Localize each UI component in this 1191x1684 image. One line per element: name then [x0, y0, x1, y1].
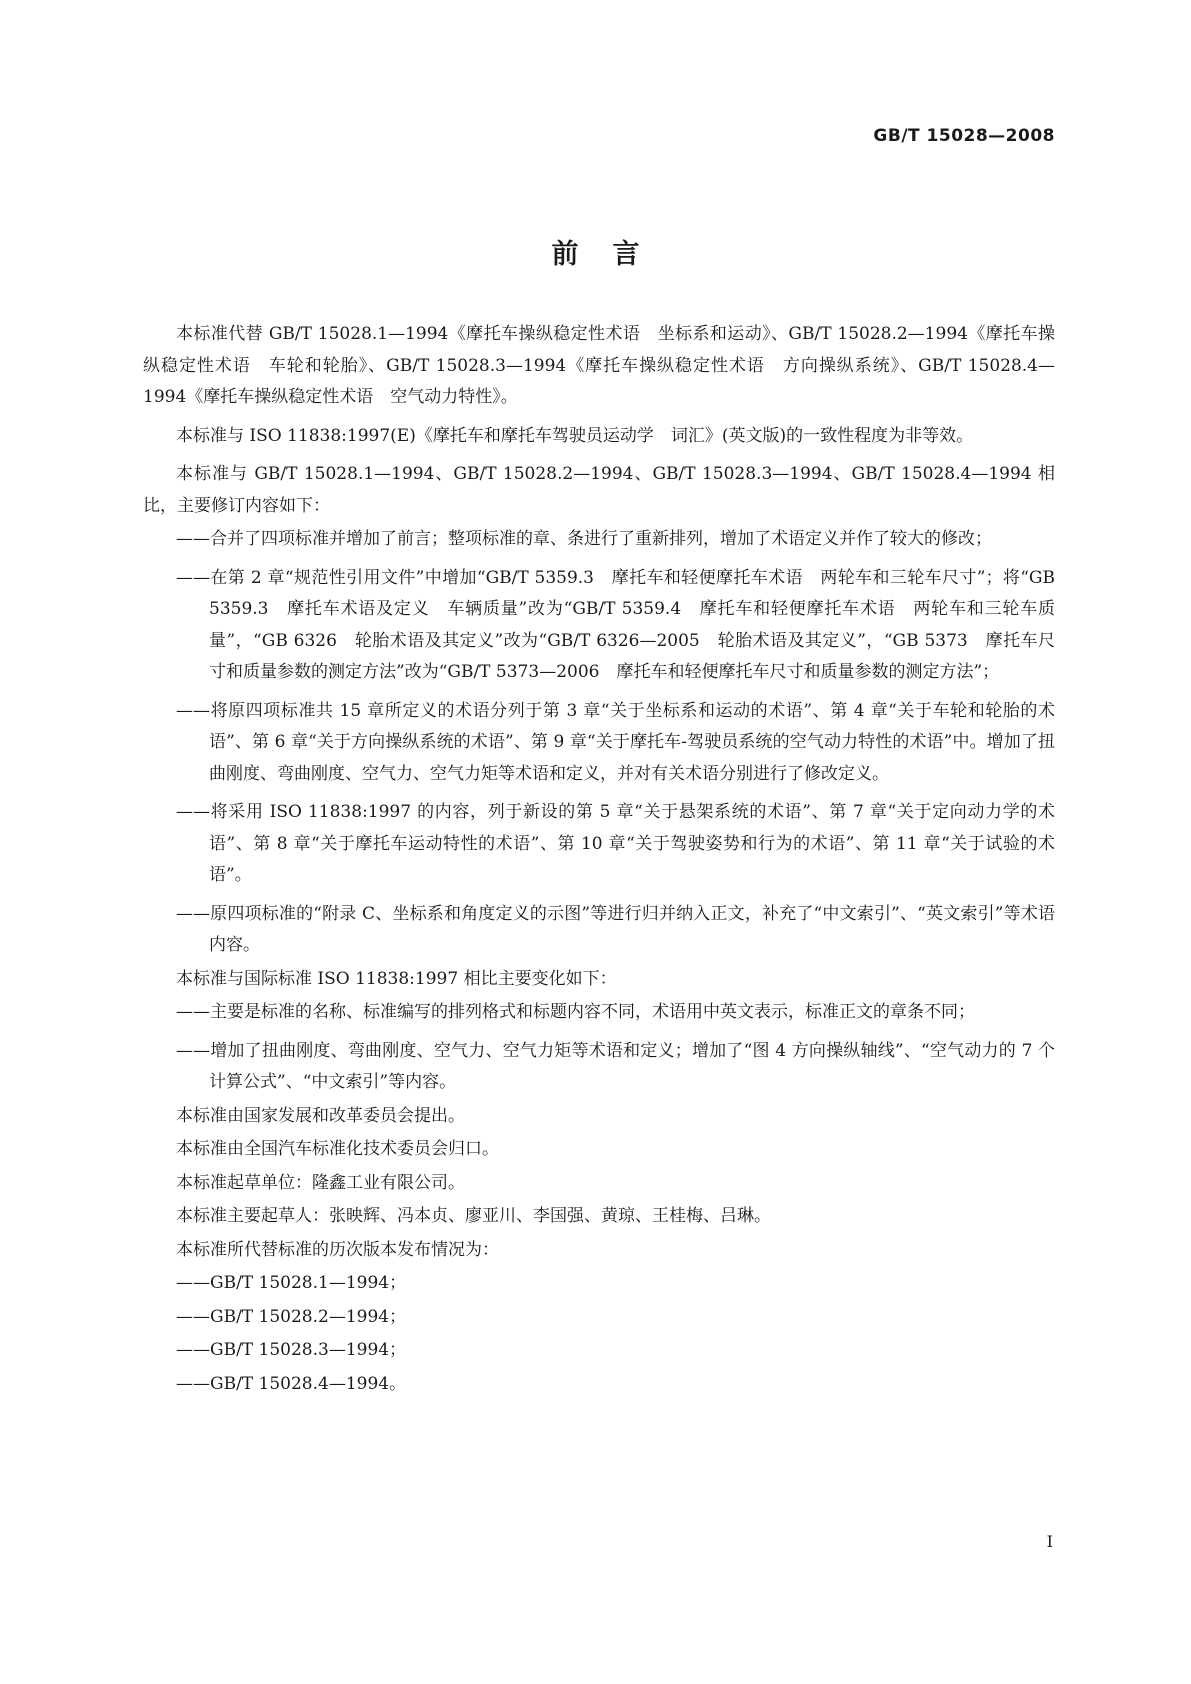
- paragraph-drafters: 本标准主要起草人：张映辉、冯本贞、廖亚川、李国强、黄琼、王桂梅、吕琳。: [176, 1206, 771, 1226]
- list-item: ——GB/T 15028.3—1994；: [176, 1340, 407, 1360]
- list-item: ——GB/T 15028.2—1994；: [176, 1306, 407, 1327]
- foreword-body: [143, 319, 1055, 1402]
- standard-number: GB/T 15028—2008: [873, 126, 1055, 146]
- page-title: 前言: [551, 239, 674, 270]
- list-item: ——原四项标准的“附录 C、坐标系和角度定义的示图”等进行归并纳入正文，补充了“中文索引”、“英文索引”等术语内容。: [176, 903, 1055, 955]
- paragraph-previous-editions: 本标准所代替标准的历次版本发布情况为：: [176, 1239, 499, 1260]
- list-item: ——在第 2 章“规范性引用文件”中增加“GB/T 5359.3 摩托车和轻便摩托车术语 两轮车和三轮车尺寸”；将“GB 5359.3 摩托车术语及定义 车辆质量”改为“GB/T 5359.4 摩托车和轻便摩托车术语 两轮车和三轮车质量”，“GB 6326 轮胎术语及其定义”改为“GB/T 6326—2005 轮胎术语及其定义”，“GB 5373 摩托车尺寸和质量参数的测定方法”改为“GB/T 5373—2006 摩托车和轻便摩托车尺寸和质量参数的测定方法”；: [176, 567, 1055, 682]
- paragraph-iso-differences: 本标准与国际标准 ISO 11838:1997 相比主要变化如下：: [176, 968, 617, 989]
- list-item: ——合并了四项标准并增加了前言；整项标准的章、条进行了重新排列，增加了术语定义并作了较大的修改；: [176, 529, 992, 549]
- list-item: ——将采用 ISO 11838:1997 的内容，列于新设的第 5 章“关于悬架系统的术语”、第 7 章“关于定向动力学的术语”、第 8 章“关于摩托车运动特性的术语”、第 10 章“关于驾驶姿势和行为的术语”、第 11 章“关于试验的术语”。: [176, 802, 1055, 885]
- list-item: ——将原四项标准共 15 章所定义的术语分列于第 3 章“关于坐标系和运动的术语”、第 4 章“关于车轮和轮胎的术语”、第 6 章“关于方向操纵系统的术语”、第 9 章“关于摩托车-驾驶员系统的空气动力特性的术语”中。增加了扭曲刚度、弯曲刚度、空气力、空气力矩等术语和定义，并对有关术语分别进行了修改定义。: [176, 700, 1055, 784]
- paragraph-supersedes: 本标准代替 GB/T 15028.1—1994《摩托车操纵稳定性术语 坐标系和运动》、GB/T 15028.2—1994《摩托车操纵稳定性术语 车轮和轮胎》、GB/T 15028.3—1994《摩托车操纵稳定性术语 方向操纵系统》、GB/T 15028.4—1994《摩托车操纵稳定性术语 空气动力特性》。: [143, 324, 1055, 407]
- paragraph-administered-by: 本标准由全国汽车标准化技术委员会归口。: [176, 1139, 499, 1159]
- paragraph-iso-equivalence: 本标准与 ISO 11838:1997(E)《摩托车和摩托车驾驶员运动学 词汇》(英文版)的一致性程度为非等效。: [176, 425, 974, 446]
- list-item: ——GB/T 15028.1—1994；: [176, 1273, 407, 1293]
- list-item: ——GB/T 15028.4—1994。: [176, 1373, 407, 1394]
- paragraph-drafting-unit: 本标准起草单位：隆鑫工业有限公司。: [176, 1172, 465, 1193]
- list-item: ——增加了扭曲刚度、弯曲刚度、空气力、空气力矩等术语和定义；增加了“图 4 方向操纵轴线”、“空气动力的 7 个计算公式”、“中文索引”等内容。: [176, 1040, 1055, 1092]
- list-item: ——主要是标准的名称、标准编写的排列格式和标题内容不同，术语用中英文表示，标准正文的章条不同；: [176, 1002, 975, 1022]
- page-number: I: [1046, 1532, 1053, 1551]
- paragraph-revision-intro: 本标准与 GB/T 15028.1—1994、GB/T 15028.2—1994、GB/T 15028.3—1994、GB/T 15028.4—1994 相比，主要修订内容如下：: [143, 464, 1055, 516]
- paragraph-proposed-by: 本标准由国家发展和改革委员会提出。: [176, 1105, 465, 1126]
